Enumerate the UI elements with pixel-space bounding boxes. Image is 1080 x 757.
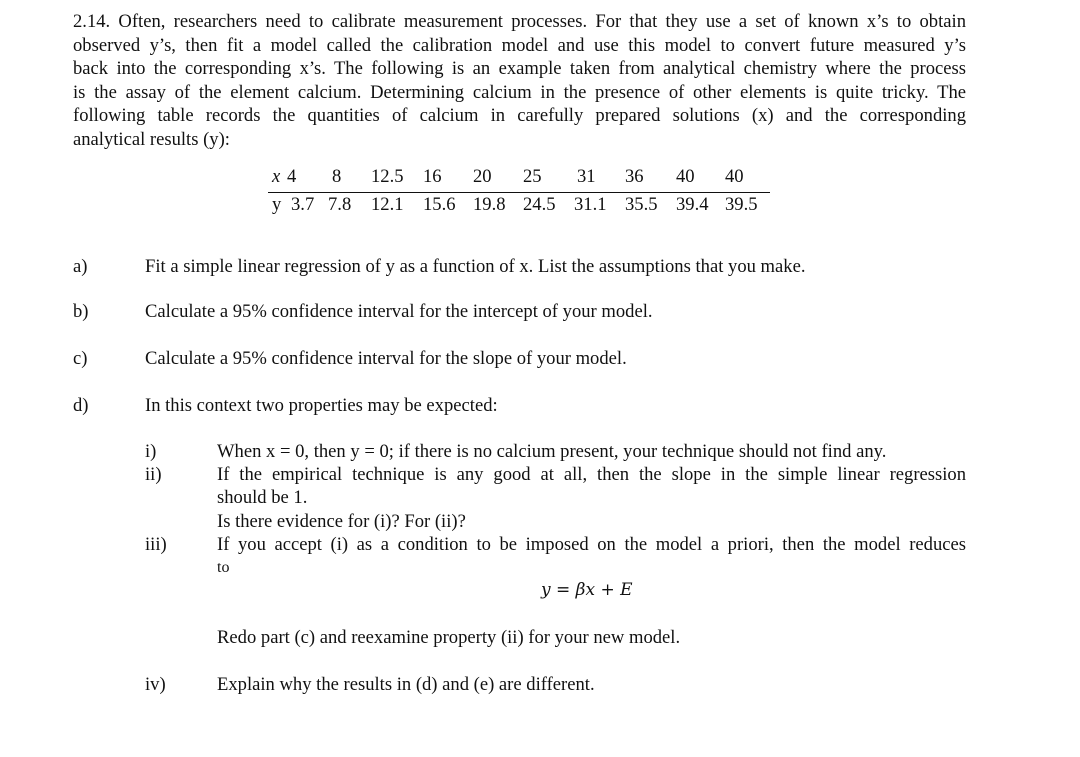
- problem-intro: [73, 10, 966, 152]
- subpart-iii-line2: to: [217, 559, 230, 576]
- table-cell: 39.5: [725, 194, 758, 215]
- intro-line: analytical results (y):: [73, 128, 230, 150]
- subpart-ii-line3: Is there evidence for (i)? For (ii)?: [217, 511, 466, 532]
- subpart-ii-line2: should be 1.: [217, 487, 308, 508]
- part-c-text: Calculate a 95% confidence interval for the slope of your model.: [145, 348, 627, 369]
- table-cell: 16: [423, 166, 442, 187]
- subpart-iii-label: iii): [145, 534, 167, 555]
- part-d-label: d): [73, 395, 89, 416]
- table-cell: 20: [473, 166, 492, 187]
- table-cell: 35.5: [625, 194, 658, 215]
- table-cell: 40: [676, 166, 695, 187]
- table-cell: 12.5: [371, 166, 404, 187]
- part-a-label: a): [73, 256, 88, 277]
- subpart-ii-label: ii): [145, 464, 162, 485]
- intro-line: back into the corresponding x’s. The following is an example taken from analytical chemistry where the process: [73, 58, 966, 80]
- subpart-iv-label: iv): [145, 674, 166, 695]
- subpart-i-label: i): [145, 441, 157, 462]
- table-cell: 4: [287, 166, 297, 187]
- part-a-text: Fit a simple linear regression of y as a function of x. List the assumptions that you make.: [145, 256, 806, 277]
- table-cell: 40: [725, 166, 744, 187]
- table-cell: 39.4: [676, 194, 709, 215]
- table-cell: 7.8: [328, 194, 352, 215]
- intro-line: observed y’s, then fit a model called the calibration model and use this model to convert future measured y’s: [73, 34, 966, 56]
- part-b-label: b): [73, 301, 89, 322]
- subpart-i-text: When x = 0, then y = 0; if there is no calcium present, your technique should not find any.: [217, 441, 887, 462]
- part-c-label: c): [73, 348, 88, 369]
- table-cell: 24.5: [523, 194, 556, 215]
- table-cell: 3.7: [291, 194, 315, 215]
- table-cell: 25: [523, 166, 542, 187]
- table-header-x: x: [272, 166, 281, 187]
- subpart-iv-text: Explain why the results in (d) and (e) are different.: [217, 674, 595, 695]
- intro-line: following table records the quantities of calcium in carefully prepared solutions (x) and the corresponding: [73, 105, 966, 127]
- subpart-ii-line1: If the empirical technique is any good at all, then the slope in the simple linear regression: [217, 464, 966, 485]
- subpart-iii-line1: If you accept (i) as a condition to be imposed on the model a priori, then the model reduces: [217, 534, 966, 555]
- table-cell: 8: [332, 166, 342, 187]
- table-cell: 31.1: [574, 194, 607, 215]
- part-d-text: In this context two properties may be expected:: [145, 395, 498, 416]
- part-b-text: Calculate a 95% confidence interval for the intercept of your model.: [145, 301, 653, 322]
- table-header-y: y: [272, 194, 282, 215]
- table-cell: 12.1: [371, 194, 404, 215]
- table-cell: 31: [577, 166, 596, 187]
- table-divider: [268, 192, 770, 193]
- model-formula: y = βx + E: [541, 580, 633, 600]
- table-cell: 19.8: [473, 194, 506, 215]
- table-cell: 15.6: [423, 194, 456, 215]
- subpart-iii-line3: Redo part (c) and reexamine property (ii) for your new model.: [217, 627, 681, 648]
- table-cell: 36: [625, 166, 644, 187]
- intro-line: is the assay of the element calcium. Determining calcium in the presence of other elements is quite tricky. The: [73, 81, 966, 103]
- intro-line: 2.14. Often, researchers need to calibrate measurement processes. For that they use a set of known x’s to obtain: [73, 11, 966, 32]
